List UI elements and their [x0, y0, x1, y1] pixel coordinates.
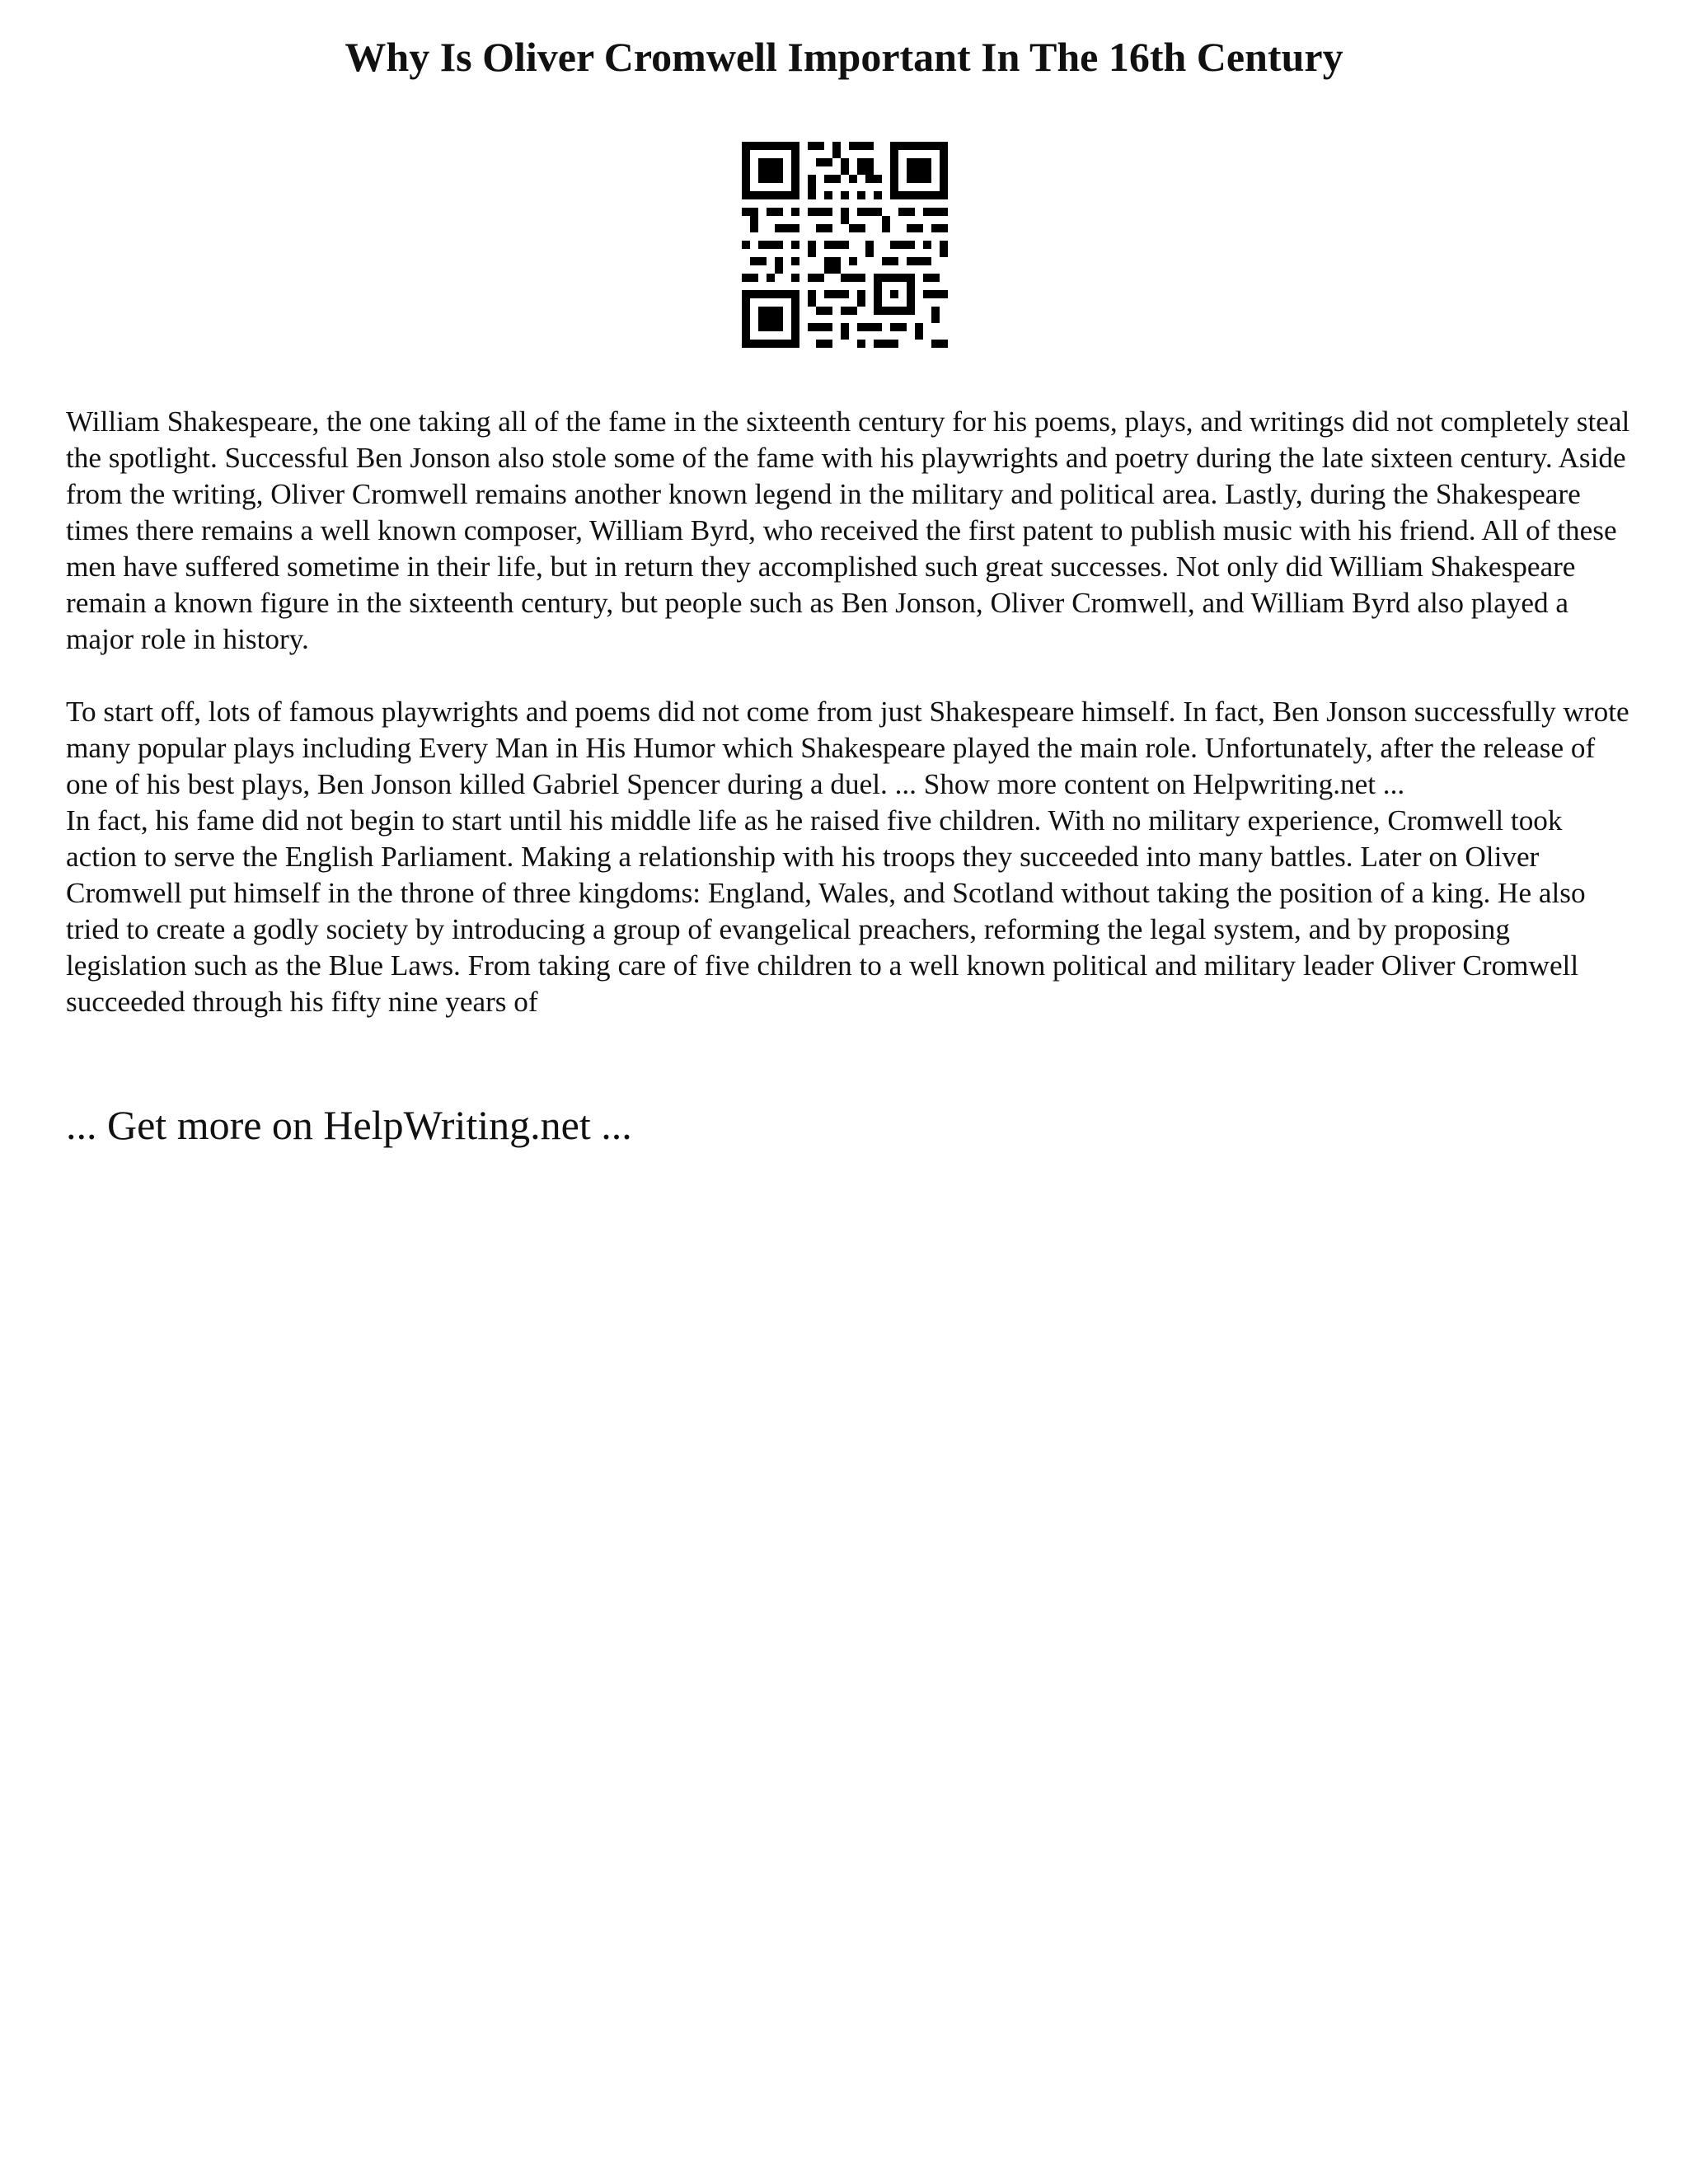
qr-code-icon: [742, 142, 948, 348]
get-more-link[interactable]: ... Get more on HelpWriting.net ...: [66, 1102, 632, 1148]
paragraph-intro: William Shakespeare, the one taking all of the fame in the sixteenth century for his poems, plays, and writings did not completely steal the spotlight. Successful Ben Jonson also stole some of the fame with his playwrights and poetry during the late sixteen century. Aside from the writing, Oliver Cromwell remains another known legend in the military and political area. Lastly, during the Shakespeare times there remains a well known composer, William Byrd, who received the first patent to publish music with his friend. All of these men have suffered sometime in their life, but in return they accomplished such great successes. Not only did William Shakespeare remain a known figure in the sixteenth century, but people such as Ben Jonson, Oliver Cromwell, and William Byrd also played a major role in history.: [66, 405, 1630, 655]
paragraph-playwrights: To start off, lots of famous playwrights and poems did not come from just Shakespeare himself. In fact, Ben Jonson successfully wrote many popular plays including Every Man in His Humor which Shakespeare played the main role. Unfortunately, after the release of one of his best plays, Ben Jonson killed Gabriel Spencer during a duel. ... Show more content on Helpwriting.net ...: [66, 696, 1629, 800]
paragraph-cromwell: In fact, his fame did not begin to start until his middle life as he raised five children. With no military experience, Cromwell took action to serve the English Parliament. Making a relationship with his troops they succeeded into many battles. Later on Oliver Cromwell put himself in the throne of three kingdoms: England, Wales, and Scotland without taking the position of a king. He also tried to create a godly society by introducing a group of evangelical preachers, reforming the legal system, and by proposing legislation such as the Blue Laws. From taking care of five children to a well known political and military leader Oliver Cromwell succeeded through his fifty nine years of: [66, 804, 1586, 1018]
article-body: [66, 404, 1632, 1020]
page-title: Why Is Oliver Cromwell Important In The 16th Century: [345, 34, 1343, 80]
